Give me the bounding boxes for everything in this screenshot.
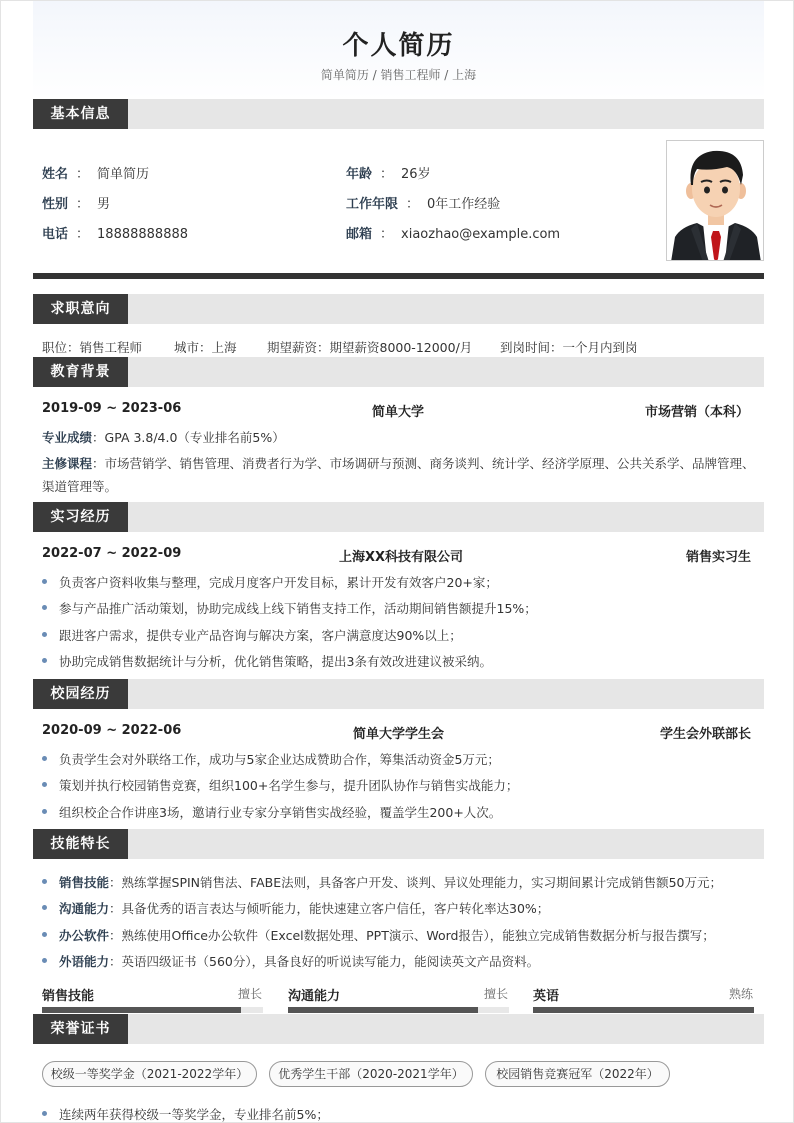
list-item: 连续两年获得校级一等奖学金，专业排名前5%； — [42, 1105, 329, 1123]
phone-value: 18888888888 — [97, 227, 189, 242]
colon: ： — [76, 227, 90, 242]
years-label: 工作年限 — [346, 197, 399, 212]
age-value: 26岁 — [401, 167, 431, 182]
section-honors-title: 荣誉证书 — [33, 1014, 128, 1044]
years-value: 0年工作经验 — [427, 197, 501, 212]
section-basic-title: 基本信息 — [33, 99, 128, 129]
skill-label: 外语能力 — [59, 954, 110, 969]
grade-value: ：GPA 3.8/4.0（专业排名前5%） — [92, 430, 285, 445]
skill-item — [42, 952, 539, 970]
education-courses — [42, 452, 757, 498]
section-education-header — [33, 357, 764, 387]
skill-bar-level: 擅长 — [238, 987, 263, 1001]
internship-role: 销售实习生 — [685, 550, 751, 565]
section-internship-header — [33, 502, 764, 532]
email-label: 邮箱 — [346, 227, 373, 242]
skill-item — [42, 926, 715, 944]
avatar-illustration — [667, 141, 764, 261]
skill-text: ：熟练掌握SPIN销售法、FABE法则，具备客户开发、谈判、异议处理能力，实习期间累计完成销售额50万元； — [109, 875, 722, 890]
section-skills-title: 技能特长 — [33, 829, 128, 859]
courses-label: 主修课程 — [42, 456, 93, 471]
education-school: 简单大学 — [372, 405, 425, 420]
intent-arrival: 到岗时间：一个月内到岗 — [500, 340, 638, 355]
page-title: 个人简历 — [342, 31, 455, 61]
divider — [33, 273, 764, 279]
skill-label: 办公软件 — [59, 928, 110, 943]
skill-text: ：熟练使用Office办公软件（Excel数据处理、PPT演示、Word报告），能独立完成销售数据分析与报告撰写； — [109, 928, 715, 943]
skill-bar-name: 销售技能 — [42, 989, 95, 1004]
education-grade — [42, 428, 285, 446]
intent-city: 城市：上海 — [174, 340, 237, 355]
honor-tag: 校级一等奖学金（2021-2022学年） — [42, 1061, 257, 1087]
skill-bar-fill — [288, 1007, 478, 1013]
basic-years-row — [346, 193, 500, 212]
skill-item — [42, 873, 722, 891]
section-honors-header — [33, 1014, 764, 1044]
colon: ： — [76, 167, 90, 182]
list-item: 协助完成销售数据统计与分析，优化销售策略，提出3条有效改进建议被采纳。 — [42, 652, 492, 670]
basic-email-row — [346, 223, 560, 242]
skill-bar-fill — [42, 1007, 241, 1013]
gender-value: 男 — [97, 197, 111, 212]
email-value: xiaozhao@example.com — [401, 227, 561, 242]
name-value: 简单简历 — [97, 167, 150, 182]
list-item: 策划并执行校园销售竞赛，组织100+名学生参与，提升团队协作与销售实战能力； — [42, 776, 518, 794]
age-label: 年龄 — [346, 167, 373, 182]
section-internship-title: 实习经历 — [33, 502, 128, 532]
education-period: 2019-09 ~ 2023-06 — [42, 401, 182, 416]
basic-gender-row — [42, 193, 110, 212]
skill-bar-name: 沟通能力 — [288, 989, 341, 1004]
education-major: 市场营销（本科） — [644, 405, 749, 420]
skill-bar-track — [42, 1007, 263, 1013]
grade-label: 专业成绩 — [42, 430, 93, 445]
courses-value: ：市场营销学、销售管理、消费者行为学、市场调研与预测、商务谈判、统计学、经济学原理、公共关系学、品牌管理、渠道管理等。 — [42, 456, 755, 494]
section-campus-title: 校园经历 — [33, 679, 128, 709]
list-item: 负责客户资料收集与整理，完成月度客户开发目标，累计开发有效客户20+家； — [42, 573, 498, 591]
internship-company: 上海XX科技有限公司 — [339, 550, 464, 565]
skill-text: ：英语四级证书（560分），具备良好的听说读写能力，能阅读英文产品资料。 — [109, 954, 540, 969]
intent-position: 职位：销售工程师 — [42, 340, 143, 355]
colon: ： — [380, 167, 394, 182]
intent-salary: 期望薪资：期望薪资8000-12000/月 — [267, 340, 473, 355]
basic-name-row — [42, 163, 149, 182]
skill-label: 销售技能 — [59, 875, 110, 890]
section-skills-header — [33, 829, 764, 859]
list-item: 参与产品推广活动策划，协助完成线上线下销售支持工作，活动期间销售额提升15%； — [42, 599, 537, 617]
colon: ： — [380, 227, 394, 242]
name-label: 姓名 — [42, 167, 69, 182]
skill-bar-level: 熟练 — [729, 987, 754, 1001]
colon: ： — [406, 197, 420, 212]
section-intent-header — [33, 294, 764, 324]
campus-org: 简单大学学生会 — [353, 727, 445, 742]
campus-period: 2020-09 ~ 2022-06 — [42, 723, 182, 738]
section-campus-header — [33, 679, 764, 709]
skill-bar-level: 擅长 — [484, 987, 509, 1001]
campus-role: 学生会外联部长 — [659, 727, 751, 742]
page-subtitle: 简单简历 / 销售工程师 / 上海 — [320, 68, 477, 82]
colon: ： — [76, 197, 90, 212]
skill-bar-fill — [533, 1007, 754, 1013]
avatar — [666, 140, 764, 261]
skill-bar-name: 英语 — [533, 989, 560, 1004]
phone-label: 电话 — [42, 227, 69, 242]
skill-item — [42, 899, 549, 917]
skill-label: 沟通能力 — [59, 901, 110, 916]
list-item: 跟进客户需求，提供专业产品咨询与解决方案，客户满意度达90%以上； — [42, 626, 462, 644]
basic-age-row — [346, 163, 431, 182]
honor-tag: 校园销售竞赛冠军（2022年） — [485, 1061, 670, 1087]
skill-bar-track — [533, 1007, 754, 1013]
section-basic-header — [33, 99, 764, 129]
skill-text: ：具备优秀的语言表达与倾听能力，能快速建立客户信任，客户转化率达30%； — [109, 901, 550, 916]
list-item: 负责学生会对外联络工作，成功与5家企业达成赞助合作，筹集活动资金5万元； — [42, 750, 500, 768]
internship-period: 2022-07 ~ 2022-09 — [42, 546, 182, 561]
honor-tag: 优秀学生干部（2020-2021学年） — [269, 1061, 473, 1087]
gender-label: 性别 — [42, 197, 69, 212]
section-education-title: 教育背景 — [33, 357, 128, 387]
skill-bar-track — [288, 1007, 509, 1013]
basic-phone-row — [42, 223, 188, 242]
list-item: 组织校企合作讲座3场，邀请行业专家分享销售实战经验，覆盖学生200+人次。 — [42, 803, 501, 821]
section-intent-title: 求职意向 — [33, 294, 128, 324]
resume-header — [33, 1, 764, 99]
